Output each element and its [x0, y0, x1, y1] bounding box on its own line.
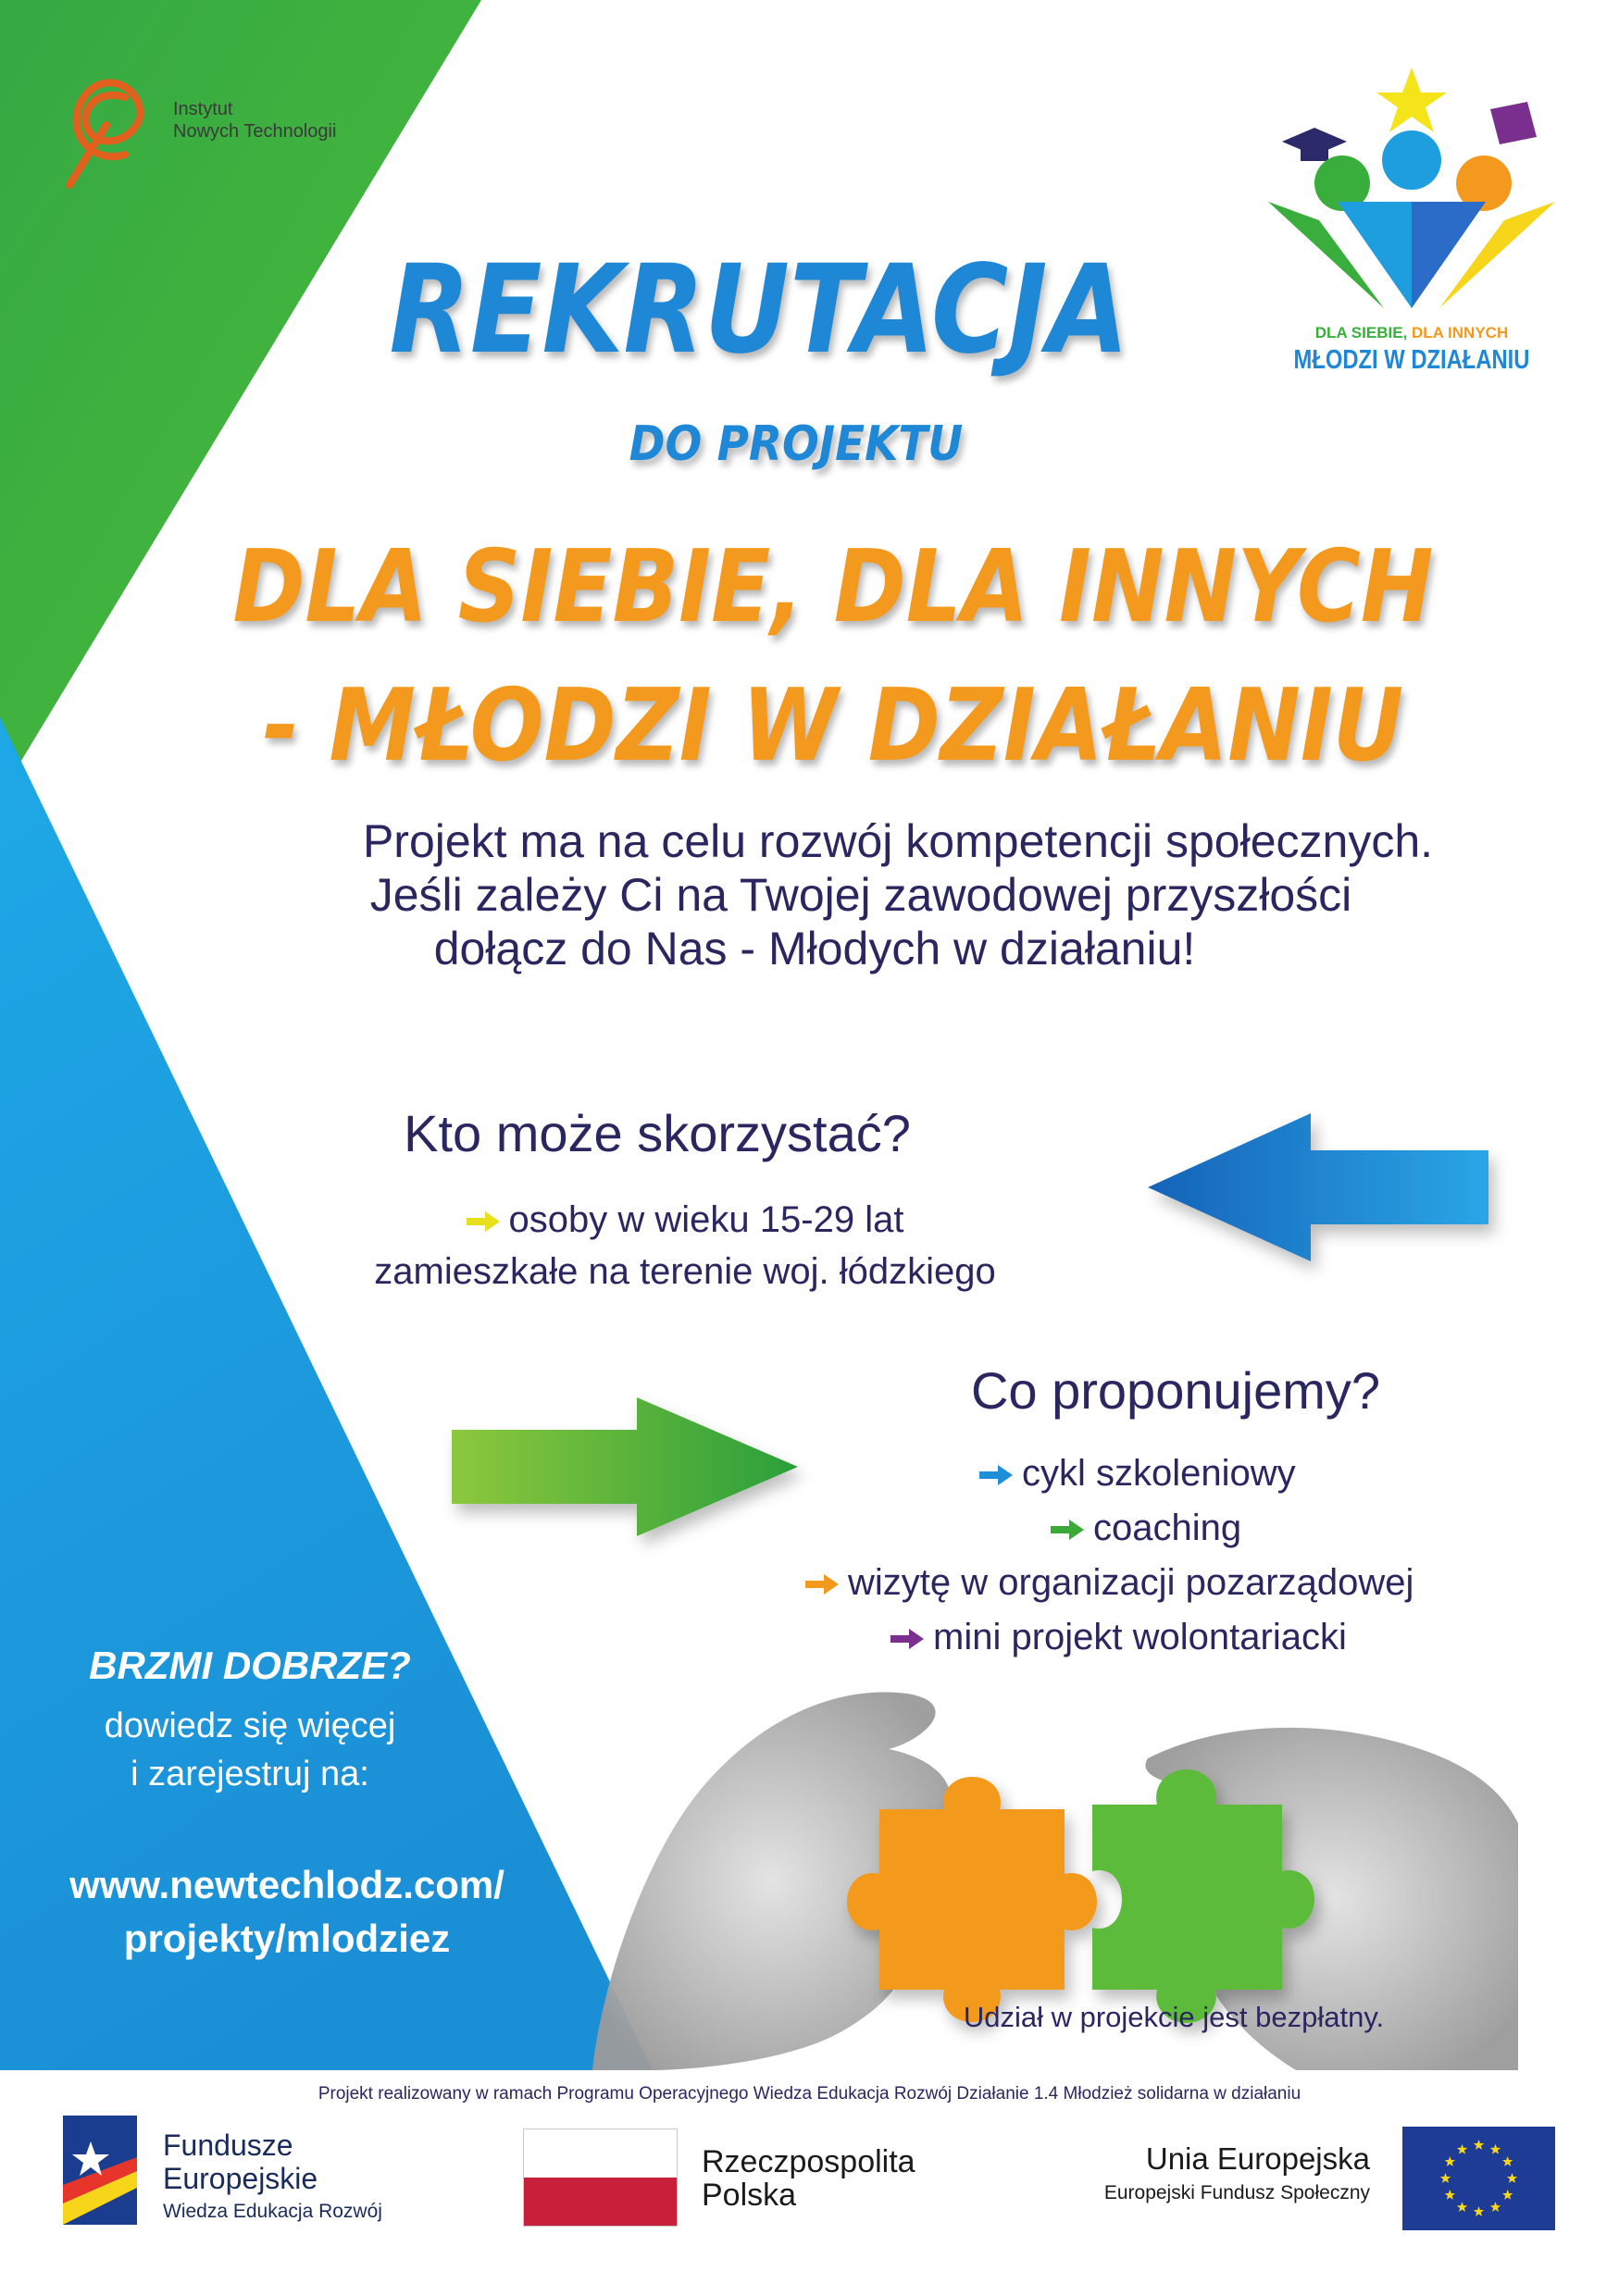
purple-arrow-bullet-icon	[890, 1629, 924, 1649]
institute-e-icon	[60, 69, 157, 190]
offer-list	[741, 1446, 1537, 1665]
orange-arrow-bullet-icon	[805, 1574, 839, 1595]
fe-star-icon	[63, 2116, 137, 2225]
cta-line2: i zarejestruj na:	[131, 1755, 369, 1793]
registration-link-line2: projekty/mlodziez	[123, 1917, 451, 1960]
project-logo-tagline: DLA SIEBIE, DLA INNYCH	[1314, 324, 1509, 341]
intro-line2: Jeśli zależy Ci na Twojej zawodowej przyszłości	[369, 869, 1352, 921]
project-logo-name: MŁODZI W DZIAŁANIU	[1293, 345, 1530, 375]
who-line2: zamieszkałe na terenie woj. łódzkiego	[374, 1251, 996, 1292]
fundusze-europejskie-logo	[63, 2108, 452, 2230]
fe-line2: Europejskie	[163, 2162, 318, 2195]
eu-line1: Unia Europejska	[1145, 2141, 1370, 2176]
cta-line1: dowiedz się więcej	[104, 1706, 396, 1745]
polish-flag	[523, 2128, 678, 2227]
eu-flag-icon	[1402, 2127, 1555, 2230]
rp-line1: Rzeczpospolita	[702, 2144, 915, 2179]
list-item: coaching	[741, 1501, 1537, 1556]
project-name-line2: - MŁODZI W DZIAŁANIU	[262, 668, 1404, 784]
institute-name-line1: Instytut	[173, 99, 233, 119]
list-item: wizytę w organizacji pozarządowej	[741, 1556, 1537, 1610]
who-line1: osoby w wieku 15-29 lat	[305, 1194, 1065, 1246]
institute-name-line2: Nowych Technologii	[173, 121, 337, 142]
green-puzzle-piece	[1092, 1769, 1314, 2023]
offer-heading: Co proponujemy?	[970, 1361, 1381, 1420]
eu-line2: Europejski Fundusz Społeczny	[1103, 2182, 1370, 2203]
registration-link[interactable]	[28, 1858, 546, 1966]
institute-logo	[60, 69, 375, 190]
blue-arrow	[1148, 1113, 1488, 1261]
registration-link-line1: www.newtechlodz.com/	[69, 1863, 504, 1906]
project-name-line1: DLA SIEBIE, DLA INNYCH	[232, 529, 1434, 645]
program-note: Projekt realizowany w ramach Programu Operacyjnego Wiedza Edukacja Rozwój Działanie 1.4 Młodzież solidarna w działaniu	[318, 2084, 1301, 2104]
free-participation-note: Udział w projekcie jest bezpłatny.	[963, 2001, 1385, 2033]
list-item: cykl szkoleniowy	[741, 1446, 1537, 1501]
rp-line2: Polska	[702, 2178, 797, 2213]
project-logo	[1264, 63, 1560, 391]
who-heading: Kto może skorzystać?	[404, 1104, 911, 1162]
intro-paragraph	[185, 814, 1537, 975]
page-subtitle: DO PROJEKTU	[629, 416, 964, 472]
fe-line1: Fundusze	[163, 2128, 293, 2162]
cta-heading: BRZMI DOBRZE?	[89, 1644, 411, 1687]
intro-line3: dołącz do Nas - Młodych w działaniu!	[433, 923, 1196, 974]
list-item: mini projekt wolontariacki	[741, 1610, 1537, 1665]
page-title: REKRUTACJA	[389, 239, 1129, 381]
orange-puzzle-piece	[847, 1777, 1097, 2022]
yellow-arrow-icon	[467, 1211, 500, 1232]
people-logo-icon	[1264, 63, 1560, 313]
fe-line3: Wiedza Edukacja Rozwój	[163, 2201, 382, 2222]
intro-line1: Projekt ma na celu rozwój kompetencji społecznych.	[362, 815, 1434, 867]
blue-arrow-bullet-icon	[979, 1465, 1013, 1485]
green-arrow-bullet-icon	[1051, 1520, 1084, 1540]
